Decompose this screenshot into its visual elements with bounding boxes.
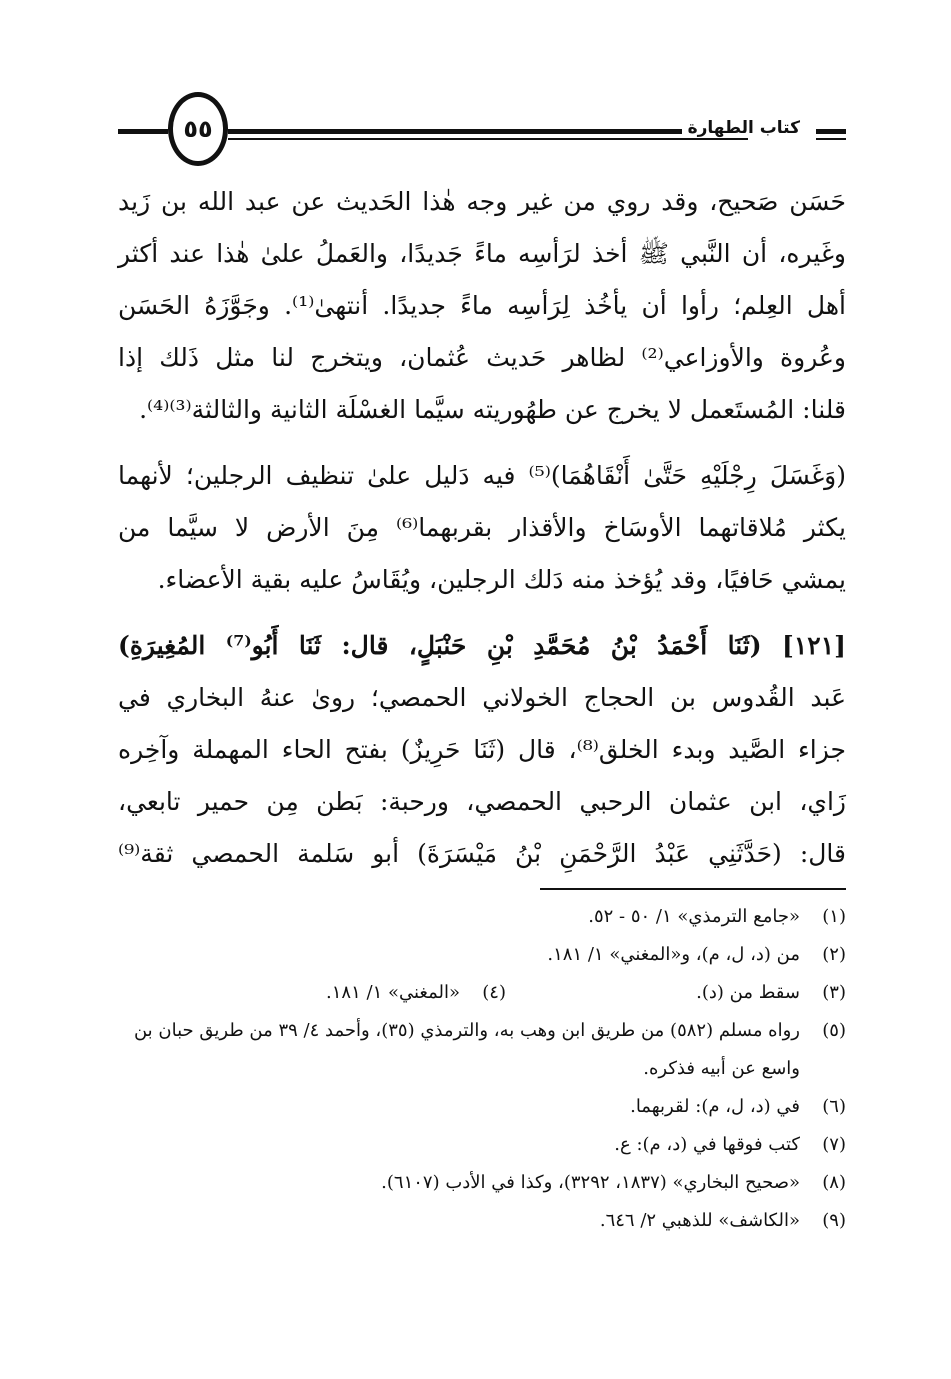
footnotes: [118, 898, 846, 1240]
footnote-number: (٣): [822, 982, 846, 1003]
text-line: وعُروة والأوزاعي⁽²⁾ لظاهر حَديث عُثمان، ويتخرج لنا مثل ذَلك إذا: [118, 343, 846, 372]
hadith-heading: [١٢١] (ثَنَا أَحْمَدُ بْنُ مُحَمَّدِ بْنِ حَنْبَلٍ، قال: ثَنَا أَبُو⁽⁷⁾ المُغِيرَةِ): [118, 631, 846, 660]
text-line: وغَيره، أن النَّبي ﷺ أخذ لرَأسِه ماءً جَديدًا، والعَملُ علىٰ هٰذا عند أكثر: [118, 239, 846, 268]
footnote-text: «الكاشف» للذهبي ٢/ ٦٤٦.: [599, 1210, 800, 1231]
page-number: ٥٥: [183, 115, 213, 143]
footnote-number: (٩): [822, 1210, 846, 1231]
footnote-text: سقط من (د).: [696, 982, 800, 1003]
text-line: قلنا: المُستَعمل لا يخرج عن طهُوريته سيَّما الغسْلَة الثانية والثالثة⁽³⁾⁽⁴⁾.: [139, 395, 846, 424]
header-rule-left: [118, 129, 168, 134]
footnote-item: [118, 1202, 846, 1240]
footnote-pair: [118, 974, 846, 1012]
footnote-number: (٥): [822, 1020, 846, 1041]
header-rule-tick: [816, 129, 846, 134]
header-rule-right: [228, 129, 748, 134]
footnote-separator: [540, 888, 846, 890]
footnote-text: في (د، ل، م): لقربهما.: [630, 1096, 800, 1117]
text-line: (وَغَسَلَ رِجْلَيْهِ حَتَّىٰ أَنْقَاهُمَا)⁽⁵⁾ فيه دَليل علىٰ تنظيف الرجلين؛ لأنهما: [118, 461, 846, 490]
text-line: قال: (حَدَّثَنِي عَبْدُ الرَّحْمَنِ بْنُ مَيْسَرَةَ) أبو سَلمة الحمصي ثقة⁽⁹⁾: [118, 839, 846, 868]
footnote-item: [118, 1012, 846, 1088]
footnote-item: [118, 1126, 846, 1164]
footnote-text: «المغني» ١/ ١٨١.: [326, 982, 460, 1003]
footnote-item: [118, 898, 846, 936]
text-line: زَاي، ابن عثمان الرحبي الحمصي، ورحبة: بَطن مِن حمير تابعي،: [118, 787, 846, 816]
text-line: يمشي حَافيًا، وقد يُؤخذ منه دَلك الرجلين، ويُقَاسُ عليه بقية الأعضاء.: [157, 565, 846, 594]
footnote-item: [118, 1164, 846, 1202]
footnote-item: [118, 936, 846, 974]
footnote-number: (١): [822, 906, 846, 927]
main-text: [118, 176, 846, 880]
footnote-item: [166, 974, 506, 1012]
footnote-text: كتب فوقها في (د، م): ع.: [614, 1134, 800, 1155]
footnote-text: «صحيح البخاري» (١٨٣٧، ٣٢٩٢)، وكذا في الأدب (٦١٠٧).: [381, 1172, 800, 1193]
footnote-number: (٤): [482, 982, 506, 1003]
header-rule-tick-thin: [816, 138, 846, 140]
footnote-text: رواه مسلم (٥٨٢) من طريق ابن وهب به، والترمذي (٣٥)، وأحمد ٤/ ٣٩ من طريق حبان بن واسع عن أبيه فذكره.: [133, 1020, 800, 1079]
text-line: عَبد القُدوس بن الحجاج الخولاني الحمصي؛ روىٰ عنهُ البخاري في: [118, 683, 846, 712]
footnote-number: (٦): [822, 1096, 846, 1117]
page-number-badge: [168, 92, 228, 166]
running-head: كتاب الطهارة: [682, 118, 806, 138]
footnote-number: (٨): [822, 1172, 846, 1193]
text-line: أهل العِلم؛ رأوا أن يأخُذ لِرَأسِه ماءً جديدًا. أنتهىٰ⁽¹⁾. وجَوَّزَهُ الحَسَن: [118, 291, 846, 320]
footnote-number: (٧): [822, 1134, 846, 1155]
footnote-item: [506, 974, 846, 1012]
text-line: حَسَن صَحيح، وقد روي من غير وجه هٰذا الحَديث عن عبد الله بن زَيد: [118, 187, 846, 216]
footnote-text: من (د، ل، م)، و«المغني» ١/ ١٨١.: [547, 944, 800, 965]
text-line: يكثر مُلاقاتهما الأوسَاخ والأقذار بقربهما⁽⁶⁾ مِنَ الأرض لا سيَّما من: [118, 513, 846, 542]
footnote-text: «جامع الترمذي» ١/ ٥٠ - ٥٢.: [588, 906, 800, 927]
footnote-number: (٢): [822, 944, 846, 965]
page-header: [118, 88, 846, 172]
header-rule-right-thin: [228, 138, 748, 140]
text-line: جزاء الصَّيد وبدء الخلق⁽⁸⁾، قال (ثَنَا حَرِيزٌ) بفتح الحاء المهملة وآخِره: [118, 735, 846, 764]
footnote-item: [118, 1088, 846, 1126]
